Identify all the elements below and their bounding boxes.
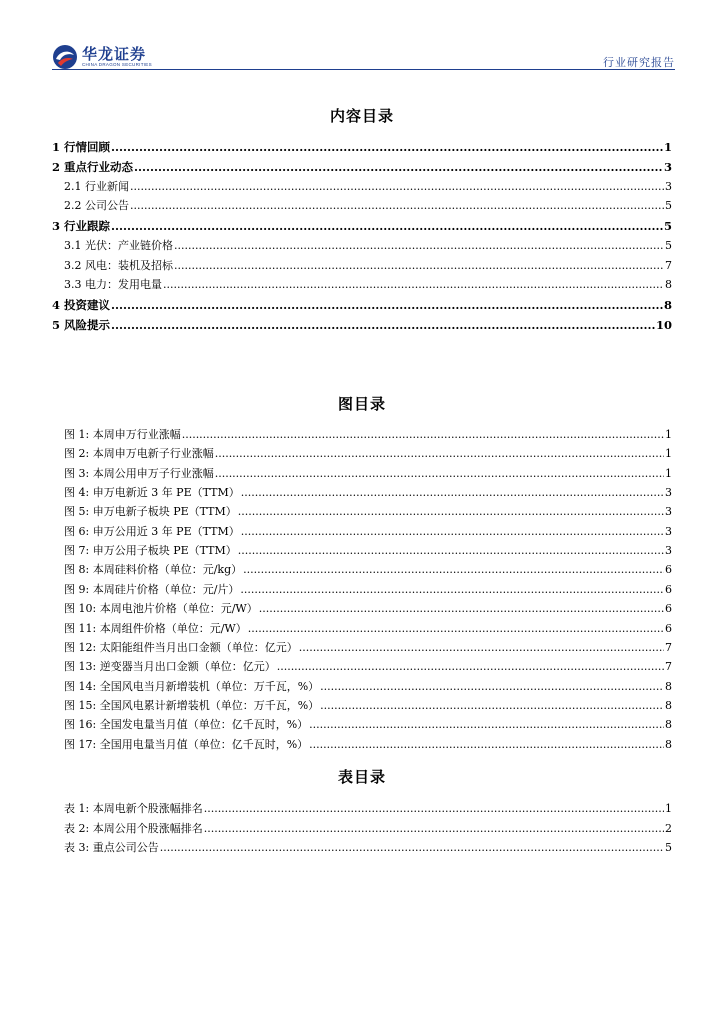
figure-toc-entry[interactable] [64, 640, 672, 656]
figure-toc-entry[interactable] [64, 679, 672, 695]
toc-leader-dots [277, 659, 664, 675]
toc-entry-label: 图 16: 全国发电量当月值（单位：亿千瓦时，%） [64, 718, 309, 732]
toc-leader-dots [241, 524, 664, 540]
toc-entry-page-number: 6 [665, 621, 672, 635]
toc-leader-dots [174, 258, 664, 274]
toc-leader-dots [130, 198, 664, 214]
toc-entry-label: 2.1 行业新闻 [64, 179, 129, 193]
dragon-logo-icon [52, 44, 78, 70]
table-toc-entry[interactable] [64, 801, 672, 817]
toc-entry-label: 图 9: 本周硅片价格（单位：元/片） [64, 582, 240, 596]
toc-entry-page-number: 10 [655, 317, 672, 332]
toc-entry-page-number: 3 [665, 544, 672, 558]
figure-toc-entry[interactable] [64, 737, 672, 753]
toc-entry-page-number: 3 [665, 505, 672, 519]
toc-entry-label: 图 1: 本周申万行业涨幅 [64, 428, 181, 441]
figure-toc-entry[interactable] [64, 601, 672, 617]
figure-toc-entry[interactable] [64, 621, 672, 637]
figure-toc-entry[interactable] [64, 504, 672, 520]
toc-leader-dots [204, 821, 664, 837]
content-toc-entry[interactable] [52, 317, 672, 333]
toc-entry-page-number: 5 [665, 199, 672, 213]
content-toc-entry[interactable] [52, 297, 672, 313]
figure-toc-entry[interactable] [64, 543, 672, 559]
toc-entry-label: 2.2 公司公告 [64, 199, 129, 213]
toc-entry-label: 图 10: 本周电池片价格（单位：元/W） [64, 602, 258, 616]
toc-entry-label: 图 7: 申万公用子板块 PE（TTM） [64, 544, 237, 558]
toc-leader-dots [243, 562, 664, 578]
toc-entry-label: 5 风险提示 [52, 317, 111, 332]
content-toc-entry[interactable] [52, 159, 672, 175]
toc-leader-dots [238, 543, 664, 559]
toc-entry-label: 图 6: 申万公用近 3 年 PE（TTM） [64, 524, 240, 538]
toc-leader-dots [320, 698, 664, 714]
toc-entry-page-number: 3 [665, 524, 672, 538]
table-toc-title: 表目录 [337, 768, 386, 786]
toc-entry-page-number: 8 [665, 698, 672, 712]
toc-leader-dots [215, 446, 664, 462]
toc-entry-label: 图 13: 逆变器当月出口金额（单位：亿元） [64, 660, 276, 674]
content-toc-entry[interactable] [64, 238, 672, 254]
toc-entry-label: 图 14: 全国风电当月新增装机（单位：万千瓦，%） [64, 679, 320, 693]
toc-entry-label: 3.3 电力：发用电量 [64, 278, 162, 292]
toc-leader-dots [241, 485, 664, 501]
toc-entry-page-number: 3 [663, 159, 672, 174]
figure-toc-entry[interactable] [64, 659, 672, 675]
toc-leader-dots [320, 679, 664, 695]
table-toc-entry[interactable] [64, 821, 672, 837]
content-toc-entry[interactable] [64, 198, 672, 214]
content-toc-entry[interactable] [64, 277, 672, 293]
table-toc-entry[interactable] [64, 840, 672, 856]
toc-leader-dots [111, 317, 655, 333]
toc-entry-page-number: 6 [665, 582, 672, 596]
toc-entry-page-number: 1 [665, 447, 672, 461]
toc-entry-page-number: 8 [665, 278, 672, 292]
toc-entry-label: 图 11: 本周组件价格（单位：元/W） [64, 621, 247, 635]
toc-entry-page-number: 1 [663, 140, 672, 154]
toc-entry-label: 1 行情回顾 [52, 140, 111, 154]
toc-leader-dots [309, 717, 664, 733]
content-toc-entry[interactable] [52, 139, 672, 155]
content-toc-title: 内容目录 [329, 107, 394, 125]
figure-toc-entry[interactable] [64, 562, 672, 578]
report-type-label: 行业研究报告 [603, 56, 675, 69]
toc-entry-page-number: 8 [665, 737, 672, 751]
toc-leader-dots [111, 297, 663, 313]
toc-entry-label: 4 投资建议 [52, 298, 111, 312]
toc-entry-label: 3 行业跟踪 [52, 219, 111, 233]
toc-entry-page-number: 7 [665, 258, 672, 272]
figure-toc-entry[interactable] [64, 466, 672, 482]
toc-leader-dots [130, 179, 664, 195]
toc-leader-dots [204, 801, 664, 817]
toc-entry-page-number: 7 [665, 640, 672, 654]
figure-toc-title: 图目录 [337, 395, 386, 413]
toc-leader-dots [174, 238, 664, 254]
toc-entry-page-number: 3 [665, 179, 672, 193]
content-toc-entry[interactable] [52, 218, 672, 234]
toc-leader-dots [238, 504, 664, 520]
content-toc-entry[interactable] [64, 179, 672, 195]
toc-entry-page-number: 2 [665, 821, 672, 835]
toc-entry-label: 3.1 光伏：产业链价格 [64, 238, 173, 252]
header-divider [52, 69, 675, 70]
figure-toc-entry[interactable] [64, 698, 672, 714]
toc-entry-page-number: 3 [665, 486, 672, 500]
toc-leader-dots [182, 427, 664, 443]
toc-entry-page-number: 7 [665, 660, 672, 674]
figure-toc-entry[interactable] [64, 717, 672, 733]
toc-entry-page-number: 8 [665, 679, 672, 693]
toc-entry-label: 表 2: 本周公用个股涨幅排名 [64, 821, 203, 835]
toc-entry-page-number: 5 [663, 219, 672, 233]
figure-toc-entry[interactable] [64, 524, 672, 540]
toc-entry-label: 3.2 风电：装机及招标 [64, 258, 173, 272]
company-logo [52, 42, 152, 72]
content-toc-entry[interactable] [64, 258, 672, 274]
toc-leader-dots [248, 621, 664, 637]
toc-entry-page-number: 8 [665, 718, 672, 732]
toc-leader-dots [111, 139, 663, 155]
toc-leader-dots [160, 840, 664, 856]
figure-toc-entry[interactable] [64, 427, 672, 443]
toc-entry-page-number: 1 [665, 428, 672, 441]
toc-entry-page-number: 1 [665, 466, 672, 480]
toc-entry-label: 表 3: 重点公司公告 [64, 841, 159, 854]
toc-entry-label: 表 1: 本周电新个股涨幅排名 [64, 802, 203, 815]
toc-entry-page-number: 8 [663, 298, 672, 312]
toc-leader-dots [215, 466, 664, 482]
toc-entry-label: 图 15: 全国风电累计新增装机（单位：万千瓦，%） [64, 698, 320, 712]
toc-leader-dots [259, 601, 664, 617]
toc-entry-label: 图 12: 太阳能组件当月出口金额（单位：亿元） [64, 640, 298, 654]
toc-entry-page-number: 6 [665, 563, 672, 577]
toc-entry-page-number: 6 [665, 602, 672, 616]
figure-toc-entry[interactable] [64, 582, 672, 598]
toc-leader-dots [163, 277, 664, 293]
toc-entry-label: 图 5: 申万电新子板块 PE（TTM） [64, 505, 237, 519]
toc-entry-page-number: 1 [665, 802, 672, 815]
toc-leader-dots [299, 640, 664, 656]
toc-entry-label: 图 4: 申万电新近 3 年 PE（TTM） [64, 486, 240, 500]
logo-chinese-name: 华龙证券 [82, 45, 147, 63]
toc-entry-label: 图 8: 本周硅料价格（单位：元/kg） [64, 563, 243, 577]
toc-entry-label: 图 2: 本周申万电新子行业涨幅 [64, 447, 214, 461]
logo-english-name: CHINA DRAGON SECURITIES [82, 62, 152, 67]
page-header [52, 40, 675, 72]
figure-toc-entry[interactable] [64, 485, 672, 501]
toc-entry-page-number: 5 [665, 238, 672, 252]
toc-leader-dots [309, 737, 664, 753]
toc-leader-dots [240, 582, 664, 598]
toc-entry-label: 图 17: 全国用电量当月值（单位：亿千瓦时，%） [64, 737, 309, 751]
toc-leader-dots [134, 159, 663, 175]
toc-entry-label: 图 3: 本周公用申万子行业涨幅 [64, 466, 214, 480]
toc-leader-dots [111, 218, 663, 234]
toc-entry-page-number: 5 [665, 841, 672, 854]
figure-toc-entry[interactable] [64, 446, 672, 462]
toc-entry-label: 2 重点行业动态 [52, 159, 134, 174]
